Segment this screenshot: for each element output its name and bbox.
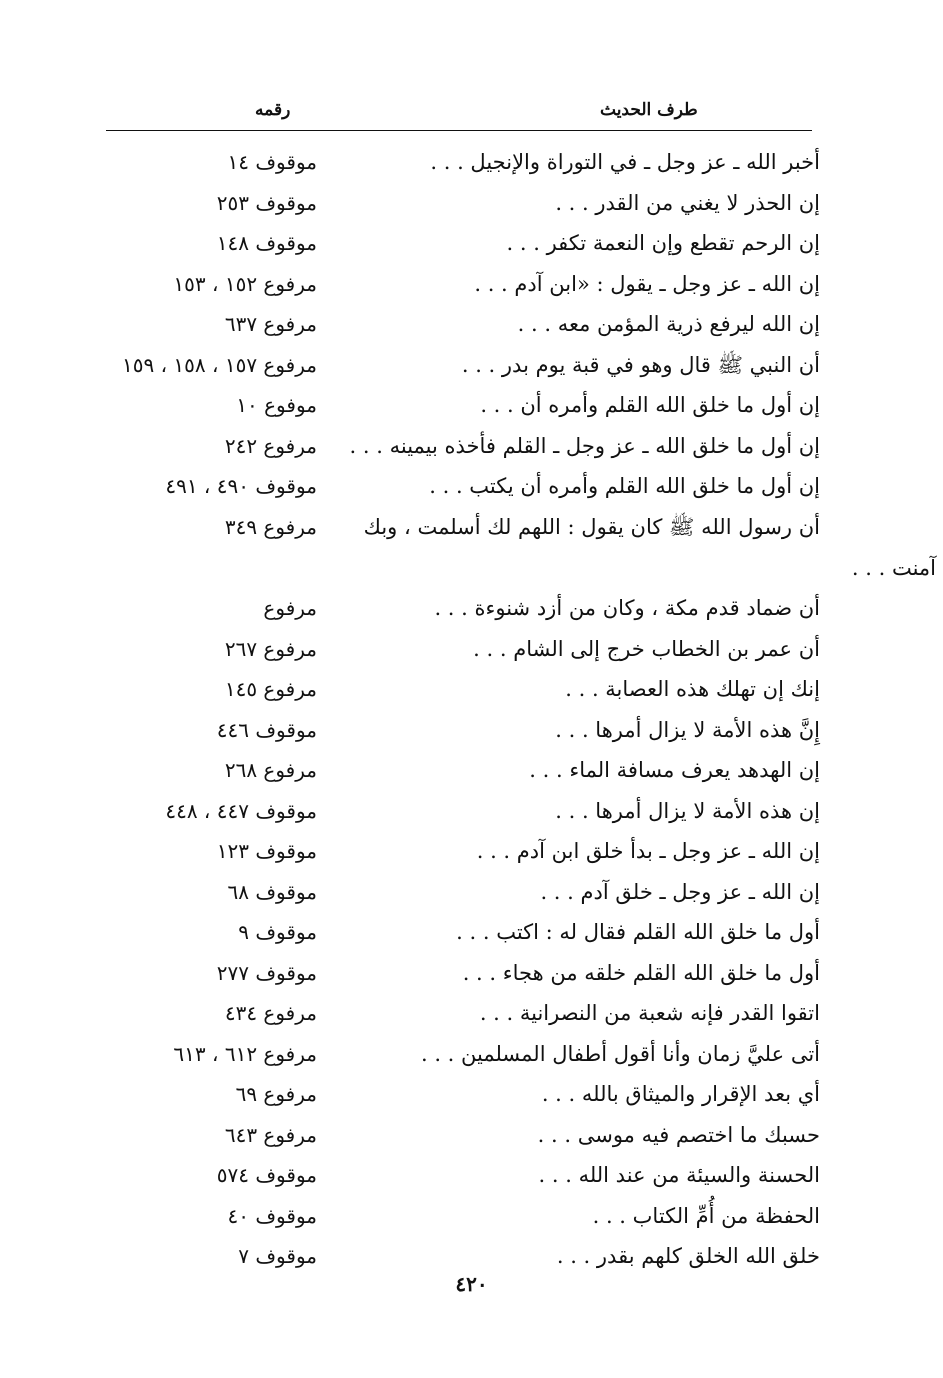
hadith-text: إن الله ـ عز وجل ـ بدأ خلق ابن آدم . . . [476, 839, 820, 863]
index-row [100, 710, 820, 750]
index-row [100, 223, 820, 263]
index-row [100, 466, 820, 506]
hadith-ref: مرفوع ٢٦٨ [224, 758, 317, 782]
index-row [100, 993, 820, 1033]
hadith-text: الحفظة من أُمِّ الكتاب . . . [592, 1204, 820, 1228]
column-header-number: رقمه [255, 100, 291, 120]
index-row [100, 831, 820, 871]
hadith-ref: موقوف ٤٤٦ [216, 718, 317, 742]
hadith-text: أخبر الله ـ عز وجل ـ في التوراة والإنجيل . . . [430, 150, 820, 174]
hadith-ref: موقوف ١٤ [227, 150, 317, 174]
index-row [100, 142, 820, 182]
index-row [100, 669, 820, 709]
hadith-text: الحسنة والسيئة من عند الله . . . [538, 1163, 820, 1187]
hadith-ref: مرفوع ٦٣٧ [224, 312, 317, 336]
hadith-ref: مرفوع ٤٣٤ [224, 1001, 317, 1025]
column-header-hadith: طرف الحديث [600, 100, 698, 120]
hadith-text: إن الله ـ عز وجل ـ يقول : «ابن آدم . . . [474, 272, 820, 296]
index-row [100, 183, 820, 223]
page-number: ٤٢٠ [455, 1272, 488, 1296]
hadith-text: إن أول ما خلق الله القلم وأمره أن . . . [480, 393, 820, 417]
hadith-text: إن أول ما خلق الله القلم وأمره أن يكتب . . . [429, 474, 820, 498]
index-row [100, 1115, 820, 1155]
hadith-ref: مرفوع ٦٩ [235, 1082, 317, 1106]
hadith-ref: موقوف ٩ [238, 920, 317, 944]
index-row [100, 304, 820, 344]
hadith-text: إنك إن تهلك هذه العصابة . . . [565, 677, 820, 701]
hadith-ref: موقوف ٦٨ [227, 880, 317, 904]
hadith-ref: موقوف ٧ [238, 1244, 317, 1268]
index-row [100, 1155, 820, 1195]
hadith-ref: موفوع ١٠ [236, 393, 317, 417]
hadith-text: أول ما خلق الله القلم فقال له : اكتب . . . [456, 920, 820, 944]
index-row [100, 791, 820, 831]
hadith-text: أول ما خلق الله القلم خلقه من هجاء . . . [462, 961, 820, 985]
index-row [100, 507, 820, 547]
hadith-ref: موقوف ٤٤٧ ، ٤٤٨ [165, 799, 317, 823]
hadith-ref: مرفوع ١٥٢ ، ١٥٣ [173, 272, 317, 296]
index-row [100, 912, 820, 952]
hadith-ref: مرفوع ٢٤٢ [224, 434, 317, 458]
hadith-text: حسبك ما اختصم فيه موسى . . . [537, 1123, 820, 1147]
index-row [100, 953, 820, 993]
index-row [100, 1034, 820, 1074]
hadith-ref: مرفوع ٦١٢ ، ٦١٣ [173, 1042, 317, 1066]
hadith-text: إن الله ـ عز وجل ـ خلق آدم . . . [540, 880, 820, 904]
index-row [100, 385, 820, 425]
index-row [100, 1196, 820, 1236]
hadith-text: أن رسول الله ﷺ كان يقول : اللهم لك أسلمت ، وبك [363, 515, 820, 539]
hadith-text: أتى عليَّ زمان وأنا أقول أطفال المسلمين . . . [420, 1042, 820, 1066]
index-row [100, 750, 820, 790]
hadith-ref: مرفوع ١٥٧ ، ١٥٨ ، ١٥٩ [122, 353, 317, 377]
hadith-ref: موقوف ٢٥٣ [216, 191, 317, 215]
index-row [100, 588, 820, 628]
hadith-text: إن الهدهد يعرف مسافة الماء . . . [529, 758, 820, 782]
header-divider [106, 130, 812, 131]
hadith-text: اتقوا القدر فإنه شعبة من النصرانية . . . [479, 1001, 820, 1025]
hadith-text: إن هذه الأمة لا يزال أمرها . . . [555, 799, 820, 823]
hadith-ref: مرفوع ٦٤٣ [224, 1123, 317, 1147]
hadith-text: خلق الله الخلق كلهم بقدر . . . [556, 1244, 820, 1268]
hadith-text: إن الله ليرفع ذرية المؤمن معه . . . [517, 312, 820, 336]
hadith-ref: موقوف ٤٠ [227, 1204, 317, 1228]
hadith-ref: مرفوع ٢٦٧ [224, 637, 317, 661]
hadith-text: إِنَّ هذه الأمة لا يزال أمرها . . . [555, 718, 820, 742]
hadith-ref: موقوف ١٤٨ [216, 231, 317, 255]
hadith-ref: موقوف ١٢٣ [216, 839, 317, 863]
hadith-ref: موقوف ٤٩٠ ، ٤٩١ [165, 474, 317, 498]
hadith-ref: مرفوع ١٤٥ [224, 677, 317, 701]
hadith-text: إن الحذر لا يغني من القدر . . . [555, 191, 820, 215]
hadith-text: إن أول ما خلق الله ـ عز وجل ـ القلم فأخذه بيمينه . . . [349, 434, 820, 458]
hadith-text: أن ضماد قدم مكة ، وكان من أزد شنوءة . . . [434, 596, 820, 620]
index-row [100, 264, 820, 304]
hadith-text-continuation: آمنت . . . [851, 556, 936, 580]
index-row [100, 629, 820, 669]
hadith-text: أن النبي ﷺ قال وهو في قبة يوم بدر . . . [461, 353, 820, 377]
hadith-ref: مرفوع ٣٤٩ [224, 515, 317, 539]
index-row [100, 426, 820, 466]
index-row [100, 345, 820, 385]
hadith-ref: مرفوع [263, 596, 317, 620]
hadith-text: إن الرحم تقطع وإن النعمة تكفر . . . [506, 231, 820, 255]
hadith-ref: موقوف ٥٧٤ [216, 1163, 317, 1187]
hadith-text: أن عمر بن الخطاب خرج إلى الشام . . . [473, 637, 820, 661]
index-row [100, 872, 820, 912]
index-row [100, 1074, 820, 1114]
hadith-text: أي بعد الإقرار والميثاق بالله . . . [541, 1082, 820, 1106]
hadith-ref: موقوف ٢٧٧ [216, 961, 317, 985]
index-row [100, 1236, 820, 1276]
